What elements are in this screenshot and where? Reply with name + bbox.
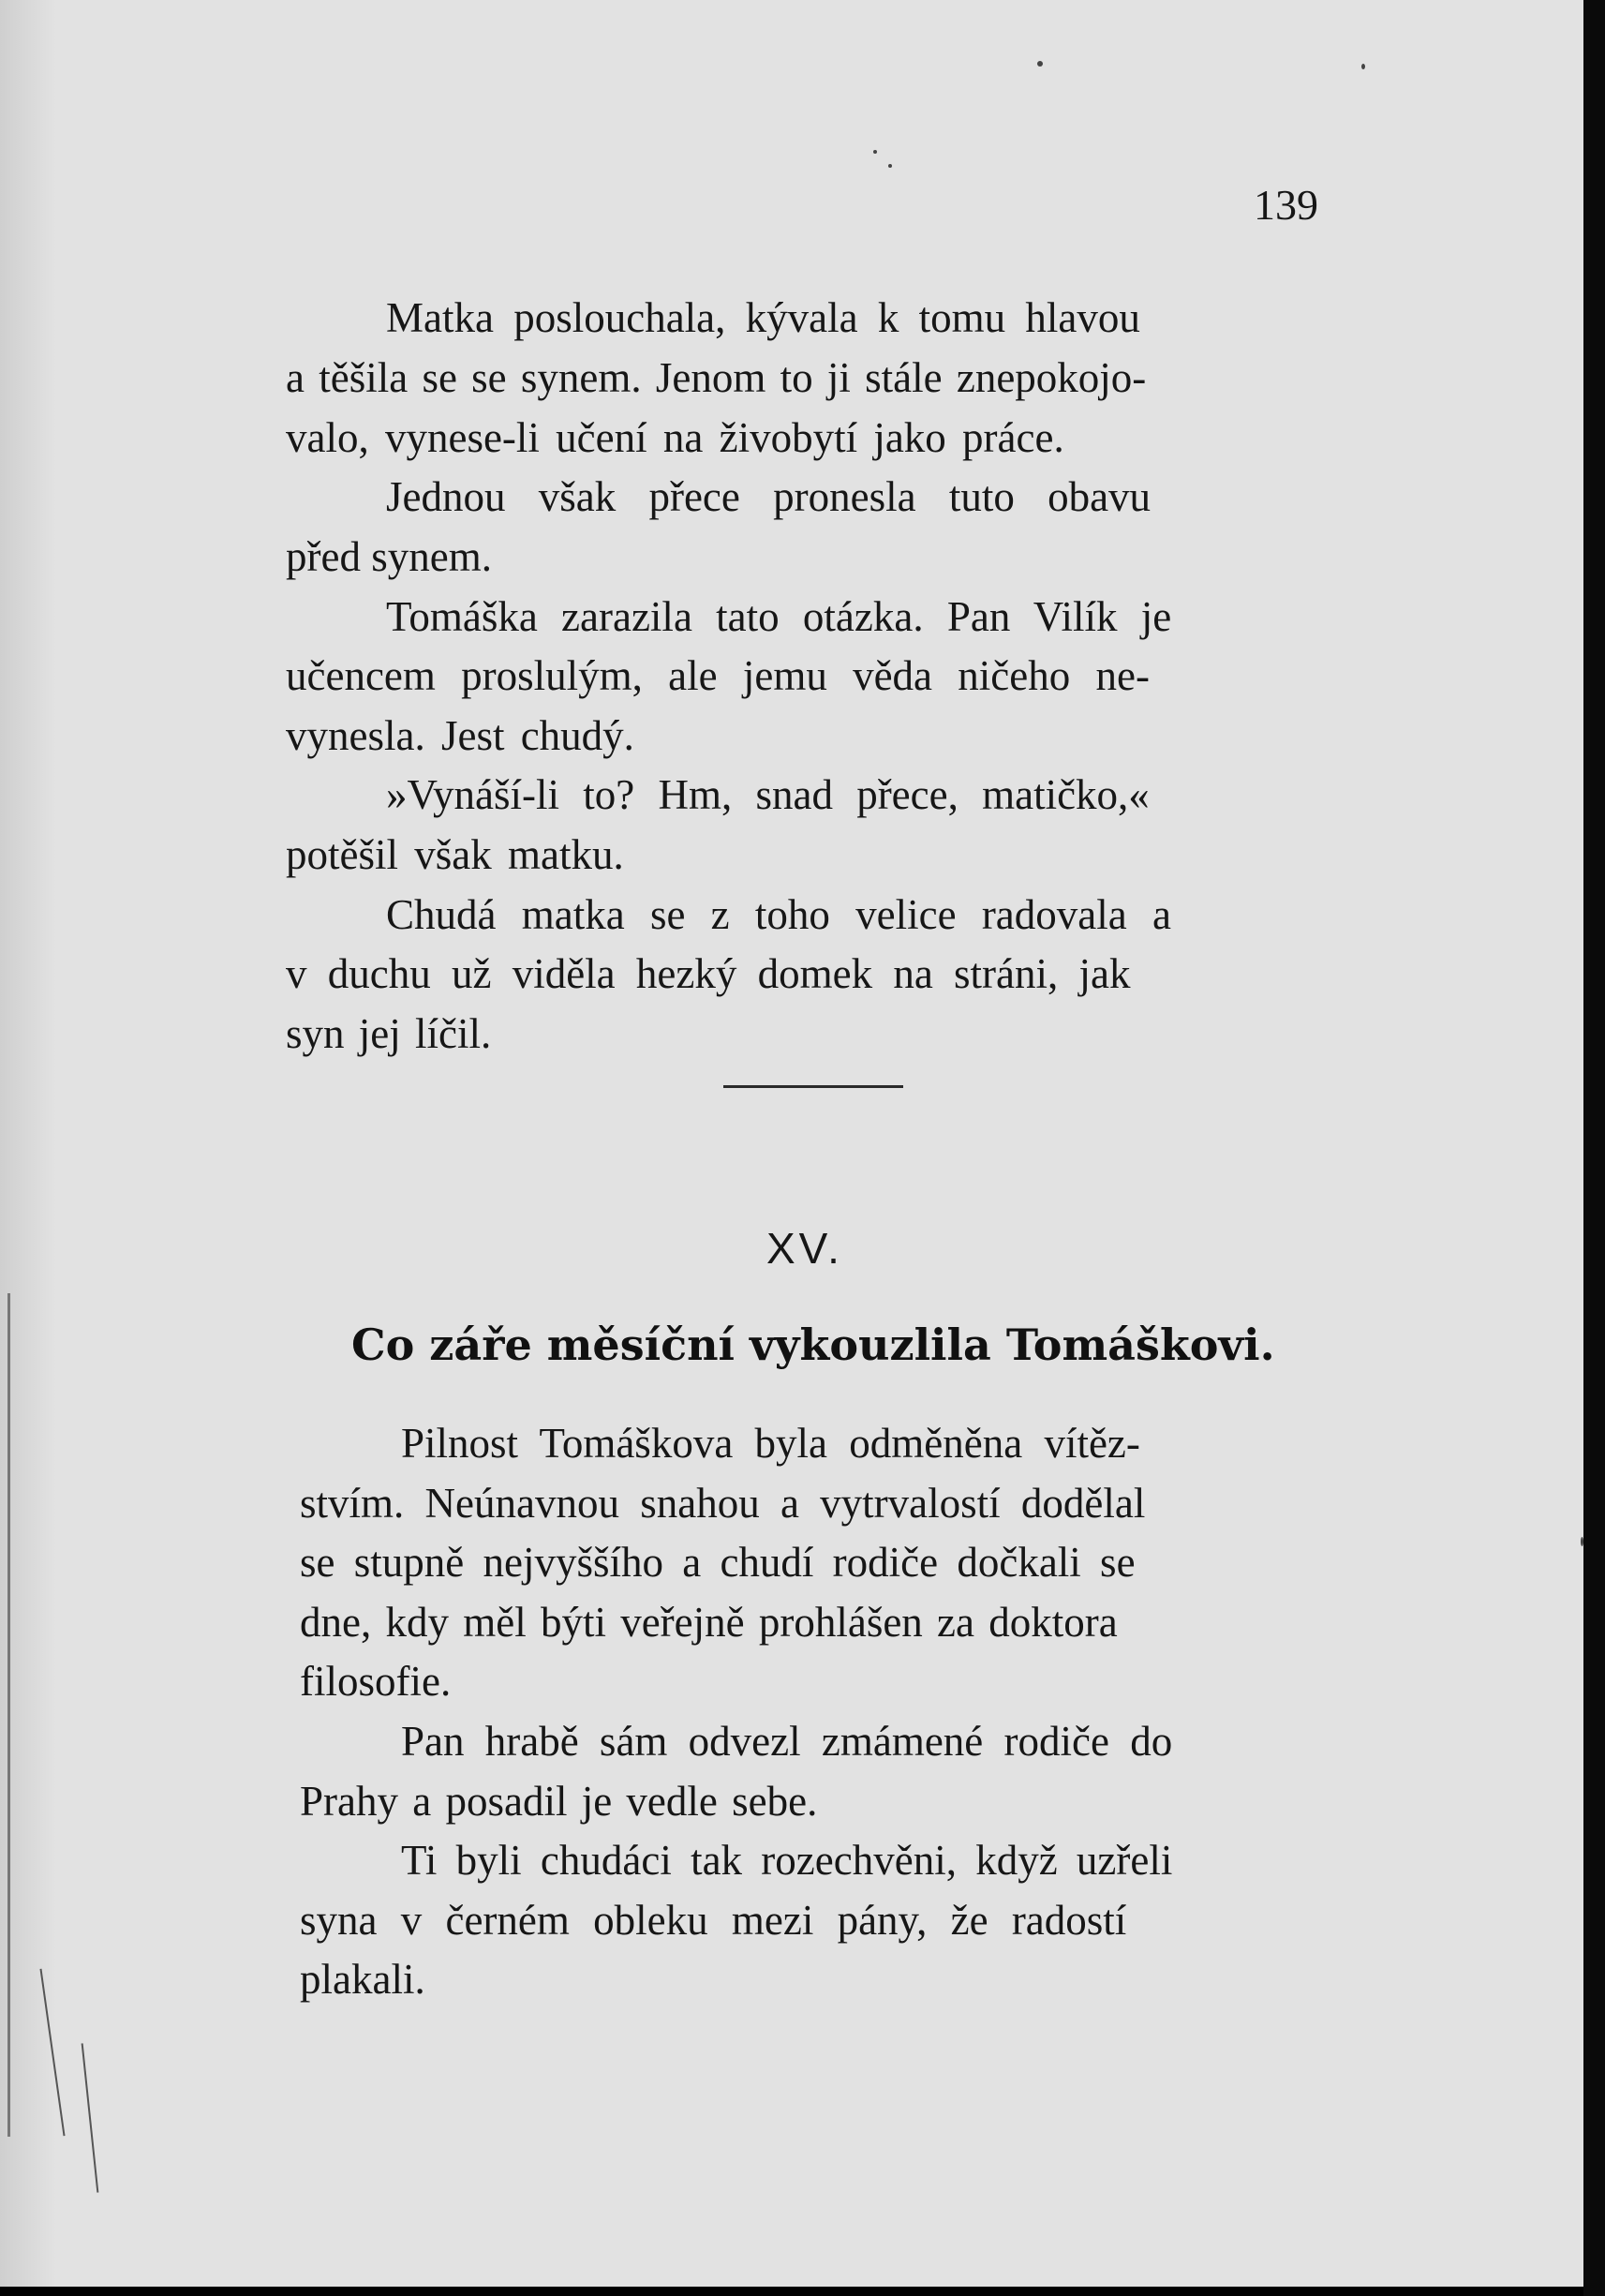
text-line: se stupně nejvyššího a chudí rodiče dočkali se: [300, 1539, 1136, 1586]
text-line: Ti byli chudáci tak rozechvěni, když uzřeli: [401, 1837, 1173, 1884]
chapter-title: Co záře měsíční vykouzlila Tomáškovi.: [351, 1319, 1275, 1370]
text-line: syn jej líčil.: [286, 1010, 492, 1057]
text-line: Jednou však přece pronesla tuto obavu: [386, 473, 1152, 520]
scan-speck: [873, 150, 877, 154]
text-line: učencem proslulým, ale jemu věda ničeho ne-: [286, 652, 1150, 699]
text-line: v duchu už viděla hezký domek na stráni, jak: [286, 950, 1131, 997]
text-line: syna v černém obleku mezi pány, že radostí: [300, 1897, 1127, 1944]
scan-speck: [1037, 61, 1043, 67]
text-line: plakali.: [300, 1956, 425, 2003]
page-number: 139: [1254, 181, 1318, 229]
text-line: potěšil však matku.: [286, 831, 624, 878]
text-line: dne, kdy měl býti veřejně prohlášen za doktora: [300, 1599, 1118, 1646]
section-divider: [723, 1085, 903, 1088]
page-edge-shadow: [1583, 0, 1605, 2296]
text-line: a těšila se se synem. Jenom to ji stále znepokojo-: [286, 354, 1147, 401]
text-line: stvím. Neúnavnou snahou a vytrvalostí dodělal: [300, 1480, 1146, 1527]
text-line: valo, vynese-li učení na živobytí jako práce.: [286, 414, 1064, 461]
scan-speck: [1361, 64, 1365, 69]
text-line: Pan hrabě sám odvezl zmámené rodiče do: [401, 1718, 1173, 1765]
chapter-number: XV.: [766, 1224, 843, 1273]
text-line: Prahy a posadil je vedle sebe.: [300, 1778, 818, 1825]
text-line: vynesla. Jest chudý.: [286, 712, 634, 759]
text-line: Matka poslouchala, kývala k tomu hlavou: [386, 294, 1140, 341]
scan-speck: [888, 164, 892, 168]
text-line: před synem.: [286, 533, 492, 580]
scan-edge-line: [7, 1293, 10, 2137]
text-line: Tomáška zarazila tato otázka. Pan Vilík je: [386, 593, 1172, 640]
text-line: filosofie.: [300, 1658, 452, 1705]
text-line: »Vynáší-li to? Hm, snad přece, matičko,«: [386, 771, 1150, 818]
text-line: Pilnost Tomáškova byla odměněna vítěz-: [401, 1420, 1140, 1467]
scan-edge-line: [82, 2043, 99, 2192]
text-line: Chudá matka se z toho velice radovala a: [386, 891, 1171, 938]
